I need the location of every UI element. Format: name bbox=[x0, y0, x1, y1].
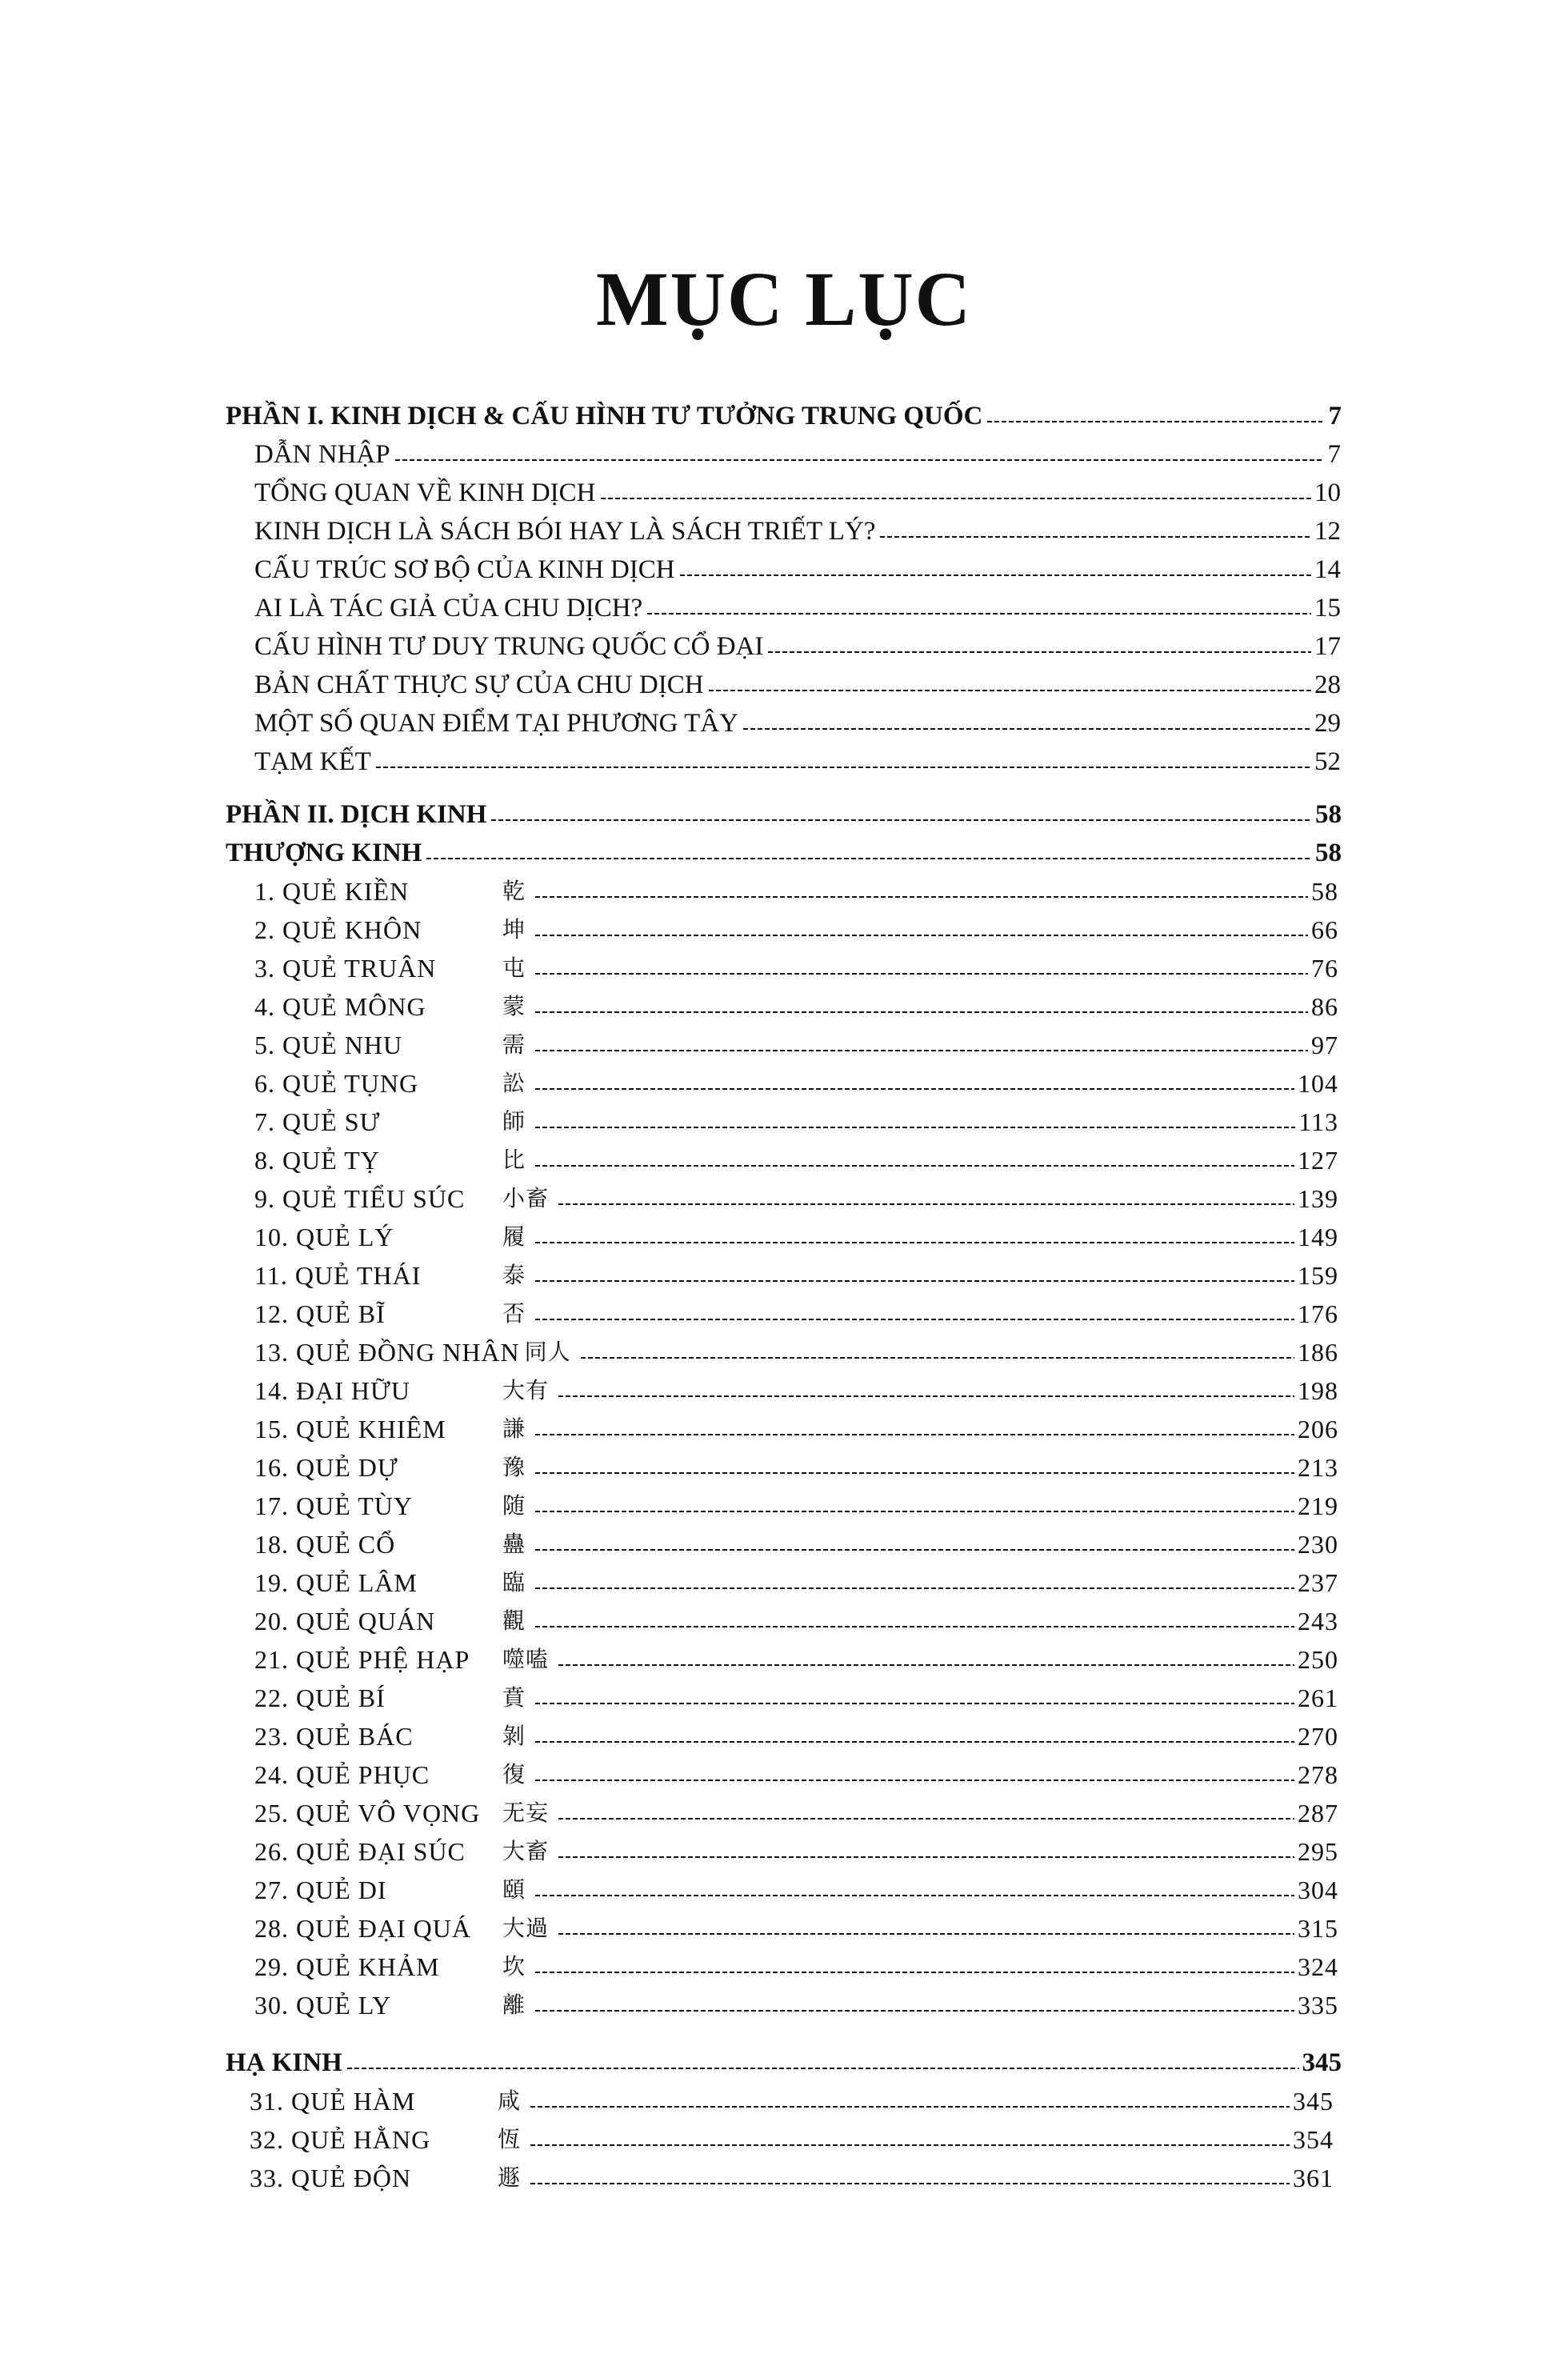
entry-page-number: 219 bbox=[1298, 1491, 1338, 1520]
table-of-contents bbox=[0, 394, 1568, 2194]
toc-entry[interactable] bbox=[0, 1330, 1338, 1368]
entry-page-number: 270 bbox=[1298, 1722, 1338, 1751]
dotted-leader bbox=[535, 1434, 1294, 1435]
entry-page-number: 97 bbox=[1311, 1031, 1338, 1059]
entry-page-number: 315 bbox=[1298, 1914, 1338, 1943]
entry-chinese-name: 離 bbox=[502, 1992, 526, 2018]
dotted-leader bbox=[347, 2068, 1299, 2069]
entry-page-number: 278 bbox=[1298, 1760, 1338, 1789]
entry-title: 15. QUẺ KHIÊM bbox=[254, 1415, 446, 1443]
dotted-leader bbox=[535, 1703, 1294, 1704]
toc-entry[interactable] bbox=[0, 2156, 1334, 2194]
dotted-leader bbox=[647, 613, 1311, 615]
entry-chinese-name: 剝 bbox=[502, 1723, 526, 1749]
entry-title: 4. QUẺ MÔNG bbox=[254, 992, 426, 1021]
dotted-leader bbox=[535, 1242, 1294, 1243]
dotted-leader bbox=[558, 1856, 1294, 1858]
dotted-leader bbox=[535, 1050, 1308, 1051]
entry-chinese-name: 賁 bbox=[502, 1684, 526, 1711]
toc-entry[interactable] bbox=[0, 1099, 1338, 1138]
entry-page-number: 104 bbox=[1298, 1069, 1338, 1098]
entry-title: 10. QUẺ LÝ bbox=[254, 1223, 394, 1251]
entry-title: 6. QUẺ TỤNG bbox=[254, 1069, 419, 1098]
dotted-leader bbox=[535, 1587, 1294, 1589]
toc-section-heading[interactable] bbox=[0, 394, 1342, 432]
entry-page-number: 12 bbox=[1314, 517, 1341, 546]
toc-entry[interactable] bbox=[0, 1483, 1338, 1522]
dotted-leader bbox=[535, 896, 1308, 898]
dotted-leader bbox=[987, 421, 1322, 422]
toc-entry[interactable] bbox=[0, 1599, 1338, 1637]
entry-title: 18. QUẺ CỔ bbox=[254, 1530, 396, 1559]
entry-chinese-name: 觀 bbox=[502, 1607, 526, 1634]
entry-chinese-name: 随 bbox=[502, 1492, 526, 1519]
toc-entry[interactable] bbox=[0, 1868, 1338, 1906]
entry-chinese-name: 乾 bbox=[502, 878, 526, 904]
toc-entry[interactable] bbox=[0, 1560, 1338, 1599]
dotted-leader bbox=[535, 1511, 1294, 1512]
entry-chinese-name: 大過 bbox=[502, 1915, 550, 1941]
entry-page-number: 139 bbox=[1298, 1184, 1338, 1213]
entry-chinese-name: 否 bbox=[502, 1300, 526, 1327]
toc-entry[interactable] bbox=[0, 1023, 1338, 1061]
toc-section-heading[interactable] bbox=[0, 2034, 1342, 2079]
toc-entry[interactable] bbox=[0, 586, 1341, 624]
entry-chinese-name: 大有 bbox=[502, 1377, 550, 1403]
toc-entry[interactable] bbox=[0, 1445, 1338, 1483]
dotted-leader bbox=[535, 1165, 1294, 1167]
entry-title: KINH DỊCH LÀ SÁCH BÓI HAY LÀ SÁCH TRIẾT LÝ? bbox=[254, 517, 876, 546]
toc-entry[interactable] bbox=[0, 1407, 1338, 1445]
entry-page-number: 198 bbox=[1298, 1376, 1338, 1405]
entry-chinese-name: 蠱 bbox=[502, 1531, 526, 1557]
entry-title: PHẦN I. KINH DỊCH & CẤU HÌNH TƯ TƯỞNG TRUNG QUỐC bbox=[226, 402, 983, 430]
entry-page-number: 159 bbox=[1298, 1261, 1338, 1290]
toc-section-heading[interactable] bbox=[0, 792, 1342, 831]
dotted-leader bbox=[535, 1127, 1295, 1128]
dotted-leader bbox=[601, 498, 1311, 499]
entry-title: BẢN CHẤT THỰC SỰ CỦA CHU DỊCH bbox=[254, 671, 704, 699]
toc-entry[interactable] bbox=[0, 1215, 1338, 1253]
dotted-leader bbox=[558, 1933, 1294, 1935]
entry-chinese-name: 遯 bbox=[498, 2164, 522, 2191]
dotted-leader bbox=[535, 1011, 1308, 1013]
toc-entry[interactable] bbox=[0, 869, 1338, 907]
toc-entry[interactable] bbox=[0, 1906, 1338, 1944]
toc-entry[interactable] bbox=[0, 1675, 1338, 1714]
entry-title: 17. QUẺ TÙY bbox=[254, 1491, 413, 1520]
toc-entry[interactable] bbox=[0, 701, 1341, 739]
entry-chinese-name: 咸 bbox=[498, 2088, 522, 2114]
entry-page-number: 29 bbox=[1314, 709, 1341, 738]
entry-page-number: 213 bbox=[1298, 1453, 1338, 1482]
entry-title: 33. QUẺ ĐỘN bbox=[250, 2164, 412, 2192]
entry-page-number: 261 bbox=[1298, 1683, 1338, 1712]
toc-entry[interactable] bbox=[0, 739, 1341, 778]
entry-page-number: 287 bbox=[1298, 1799, 1338, 1828]
entry-title: 26. QUẺ ĐẠI SÚC bbox=[254, 1837, 466, 1866]
entry-page-number: 243 bbox=[1298, 1607, 1338, 1635]
entry-page-number: 15 bbox=[1314, 594, 1341, 623]
toc-entry[interactable] bbox=[0, 1637, 1338, 1675]
entry-title: 1. QUẺ KIỀN bbox=[254, 877, 410, 906]
toc-entry[interactable] bbox=[0, 1983, 1338, 2021]
entry-chinese-name: 謙 bbox=[502, 1415, 526, 1442]
entry-chinese-name: 頤 bbox=[502, 1876, 526, 1903]
entry-title: 9. QUẺ TIỂU SÚC bbox=[254, 1184, 466, 1213]
toc-entry[interactable] bbox=[0, 547, 1341, 586]
entry-title: 14. ĐẠI HỮU bbox=[254, 1376, 410, 1405]
dotted-leader bbox=[535, 1780, 1294, 1781]
toc-entry[interactable] bbox=[0, 2117, 1334, 2156]
entry-chinese-name: 師 bbox=[502, 1108, 526, 1135]
dotted-leader bbox=[530, 2106, 1290, 2108]
entry-page-number: 113 bbox=[1298, 1107, 1338, 1136]
toc-entry[interactable] bbox=[0, 1061, 1338, 1099]
entry-title: 24. QUẺ PHỤC bbox=[254, 1760, 430, 1789]
entry-page-number: 176 bbox=[1298, 1299, 1338, 1328]
entry-page-number: 206 bbox=[1298, 1415, 1338, 1443]
entry-chinese-name: 坤 bbox=[502, 916, 526, 943]
toc-entry[interactable] bbox=[0, 1138, 1338, 1176]
entry-title: 20. QUẺ QUÁN bbox=[254, 1607, 436, 1635]
toc-entry[interactable] bbox=[0, 1522, 1338, 1560]
dotted-leader bbox=[558, 1818, 1294, 1820]
toc-entry[interactable] bbox=[0, 1944, 1338, 1983]
dotted-leader bbox=[395, 459, 1322, 461]
entry-chinese-name: 小畜 bbox=[502, 1185, 550, 1211]
toc-entry[interactable] bbox=[0, 2079, 1334, 2117]
dotted-leader bbox=[558, 1395, 1294, 1397]
entry-chinese-name: 同人 bbox=[524, 1339, 571, 1365]
entry-title: 27. QUẺ DI bbox=[254, 1876, 387, 1904]
entry-title: 31. QUẺ HÀM bbox=[250, 2087, 416, 2116]
toc-entry[interactable] bbox=[0, 1291, 1338, 1330]
entry-page-number: 76 bbox=[1311, 954, 1338, 983]
dotted-leader bbox=[535, 1626, 1294, 1627]
dotted-leader bbox=[768, 651, 1311, 653]
entry-chinese-name: 需 bbox=[502, 1031, 526, 1058]
entry-page-number: 66 bbox=[1311, 915, 1338, 944]
entry-title: 28. QUẺ ĐẠI QUÁ bbox=[254, 1914, 471, 1943]
dotted-leader bbox=[581, 1357, 1294, 1359]
entry-title: TỔNG QUAN VỀ KINH DỊCH bbox=[254, 478, 596, 507]
toc-entry[interactable] bbox=[0, 1714, 1338, 1752]
toc-entry[interactable] bbox=[0, 1368, 1338, 1407]
entry-page-number: 14 bbox=[1314, 555, 1341, 584]
toc-entry[interactable] bbox=[0, 663, 1341, 701]
toc-entry[interactable] bbox=[0, 1752, 1338, 1791]
entry-page-number: 186 bbox=[1298, 1338, 1338, 1367]
toc-entry[interactable] bbox=[0, 946, 1338, 984]
entry-title: 5. QUẺ NHU bbox=[254, 1031, 403, 1059]
entry-title: 32. QUẺ HẰNG bbox=[250, 2125, 431, 2154]
entry-page-number: 7 bbox=[1327, 440, 1341, 469]
dotted-leader bbox=[535, 973, 1308, 975]
entry-title: 7. QUẺ SƯ bbox=[254, 1107, 381, 1136]
entry-page-number: 86 bbox=[1311, 992, 1338, 1021]
dotted-leader bbox=[535, 1972, 1294, 1973]
toc-entry[interactable] bbox=[0, 1829, 1338, 1868]
entry-chinese-name: 蒙 bbox=[502, 993, 526, 1019]
entry-page-number: 7 bbox=[1328, 402, 1342, 430]
entry-chinese-name: 復 bbox=[502, 1761, 526, 1788]
entry-page-number: 230 bbox=[1298, 1530, 1338, 1559]
toc-entry[interactable] bbox=[0, 624, 1341, 663]
entry-page-number: 52 bbox=[1314, 747, 1341, 776]
entry-page-number: 58 bbox=[1311, 877, 1338, 906]
entry-page-number: 345 bbox=[1293, 2087, 1334, 2116]
entry-title: 22. QUẺ BÍ bbox=[254, 1683, 386, 1712]
toc-entry[interactable] bbox=[0, 1791, 1338, 1829]
entry-page-number: 10 bbox=[1314, 478, 1341, 507]
dotted-leader bbox=[530, 2144, 1290, 2146]
entry-page-number: 345 bbox=[1302, 2048, 1342, 2077]
dotted-leader bbox=[535, 1895, 1294, 1896]
dotted-leader bbox=[530, 2183, 1290, 2184]
entry-page-number: 250 bbox=[1298, 1645, 1338, 1674]
entry-title: 23. QUẺ BÁC bbox=[254, 1722, 414, 1751]
entry-title: 8. QUẺ TỴ bbox=[254, 1146, 380, 1175]
entry-chinese-name: 比 bbox=[502, 1147, 526, 1173]
toc-entry[interactable] bbox=[0, 1176, 1338, 1215]
entry-title: 12. QUẺ BĨ bbox=[254, 1299, 386, 1328]
entry-page-number: 58 bbox=[1315, 839, 1342, 867]
entry-chinese-name: 无妄 bbox=[502, 1800, 550, 1826]
dotted-leader bbox=[535, 2010, 1294, 2012]
dotted-leader bbox=[680, 574, 1311, 576]
entry-chinese-name: 履 bbox=[502, 1223, 526, 1250]
entry-page-number: 304 bbox=[1298, 1876, 1338, 1904]
toc-entry[interactable] bbox=[0, 1253, 1338, 1291]
entry-page-number: 354 bbox=[1293, 2125, 1334, 2154]
entry-page-number: 127 bbox=[1298, 1146, 1338, 1175]
entry-title: 21. QUẺ PHỆ HẠP bbox=[254, 1645, 470, 1674]
dotted-leader bbox=[743, 728, 1311, 730]
entry-title: 16. QUẺ DỰ bbox=[254, 1453, 398, 1482]
entry-page-number: 237 bbox=[1298, 1568, 1338, 1597]
entry-chinese-name: 訟 bbox=[502, 1070, 526, 1096]
entry-chinese-name: 坎 bbox=[502, 1953, 526, 1980]
entry-title: HẠ KINH bbox=[226, 2048, 342, 2077]
entry-chinese-name: 豫 bbox=[502, 1454, 526, 1480]
entry-title: DẪN NHẬP bbox=[254, 440, 390, 469]
entry-title: 13. QUẺ ĐỒNG NHÂN bbox=[254, 1338, 520, 1367]
entry-title: 3. QUẺ TRUÂN bbox=[254, 954, 437, 983]
dotted-leader bbox=[535, 1280, 1294, 1282]
entry-title: 29. QUẺ KHẢM bbox=[254, 1952, 440, 1981]
entry-title: CẤU TRÚC SƠ BỘ CỦA KINH DỊCH bbox=[254, 555, 675, 584]
dotted-leader bbox=[880, 536, 1311, 538]
entry-chinese-name: 大畜 bbox=[502, 1838, 550, 1864]
entry-chinese-name: 恆 bbox=[498, 2126, 522, 2152]
entry-title: 11. QUẺ THÁI bbox=[254, 1261, 422, 1290]
entry-page-number: 335 bbox=[1298, 1991, 1338, 2020]
entry-title: 25. QUẺ VÔ VỌNG bbox=[254, 1799, 481, 1828]
entry-title: THƯỢNG KINH bbox=[226, 839, 422, 867]
entry-title: TẠM KẾT bbox=[254, 747, 371, 776]
dotted-leader bbox=[535, 1549, 1294, 1551]
entry-chinese-name: 屯 bbox=[502, 955, 526, 981]
entry-chinese-name: 噬嗑 bbox=[502, 1646, 550, 1672]
entry-page-number: 361 bbox=[1293, 2164, 1334, 2192]
entry-chinese-name: 臨 bbox=[502, 1569, 526, 1595]
entry-title: AI LÀ TÁC GIẢ CỦA CHU DỊCH? bbox=[254, 594, 643, 623]
toc-entry[interactable] bbox=[0, 907, 1338, 946]
entry-page-number: 17 bbox=[1314, 632, 1341, 661]
dotted-leader bbox=[426, 858, 1312, 859]
entry-page-number: 28 bbox=[1314, 671, 1341, 699]
toc-entry[interactable] bbox=[0, 470, 1341, 509]
dotted-leader bbox=[376, 767, 1311, 768]
entry-title: 30. QUẺ LY bbox=[254, 1991, 392, 2020]
entry-page-number: 58 bbox=[1315, 800, 1342, 829]
dotted-leader bbox=[558, 1664, 1294, 1666]
entry-title: 2. QUẺ KHÔN bbox=[254, 915, 422, 944]
dotted-leader bbox=[535, 1741, 1294, 1743]
entry-title: PHẦN II. DỊCH KINH bbox=[226, 800, 487, 829]
entry-title: MỘT SỐ QUAN ĐIỂM TẠI PHƯƠNG TÂY bbox=[254, 709, 738, 738]
toc-entry[interactable] bbox=[0, 984, 1338, 1023]
dotted-leader bbox=[709, 690, 1311, 691]
dotted-leader bbox=[535, 1319, 1294, 1320]
dotted-leader bbox=[535, 935, 1308, 936]
dotted-leader bbox=[491, 819, 1312, 821]
dotted-leader bbox=[558, 1203, 1294, 1205]
entry-title: CẤU HÌNH TƯ DUY TRUNG QUỐC CỔ ĐẠI bbox=[254, 632, 764, 661]
page-title: MỤC LỤC bbox=[596, 256, 972, 342]
dotted-leader bbox=[535, 1472, 1294, 1474]
entry-chinese-name: 泰 bbox=[502, 1262, 526, 1288]
toc-section-heading[interactable] bbox=[0, 831, 1342, 869]
entry-title: 19. QUẺ LÂM bbox=[254, 1568, 418, 1597]
dotted-leader bbox=[535, 1088, 1294, 1090]
toc-entry[interactable] bbox=[0, 509, 1341, 547]
entry-page-number: 324 bbox=[1298, 1952, 1338, 1981]
toc-entry[interactable] bbox=[0, 432, 1341, 470]
entry-page-number: 149 bbox=[1298, 1223, 1338, 1251]
entry-page-number: 295 bbox=[1298, 1837, 1338, 1866]
